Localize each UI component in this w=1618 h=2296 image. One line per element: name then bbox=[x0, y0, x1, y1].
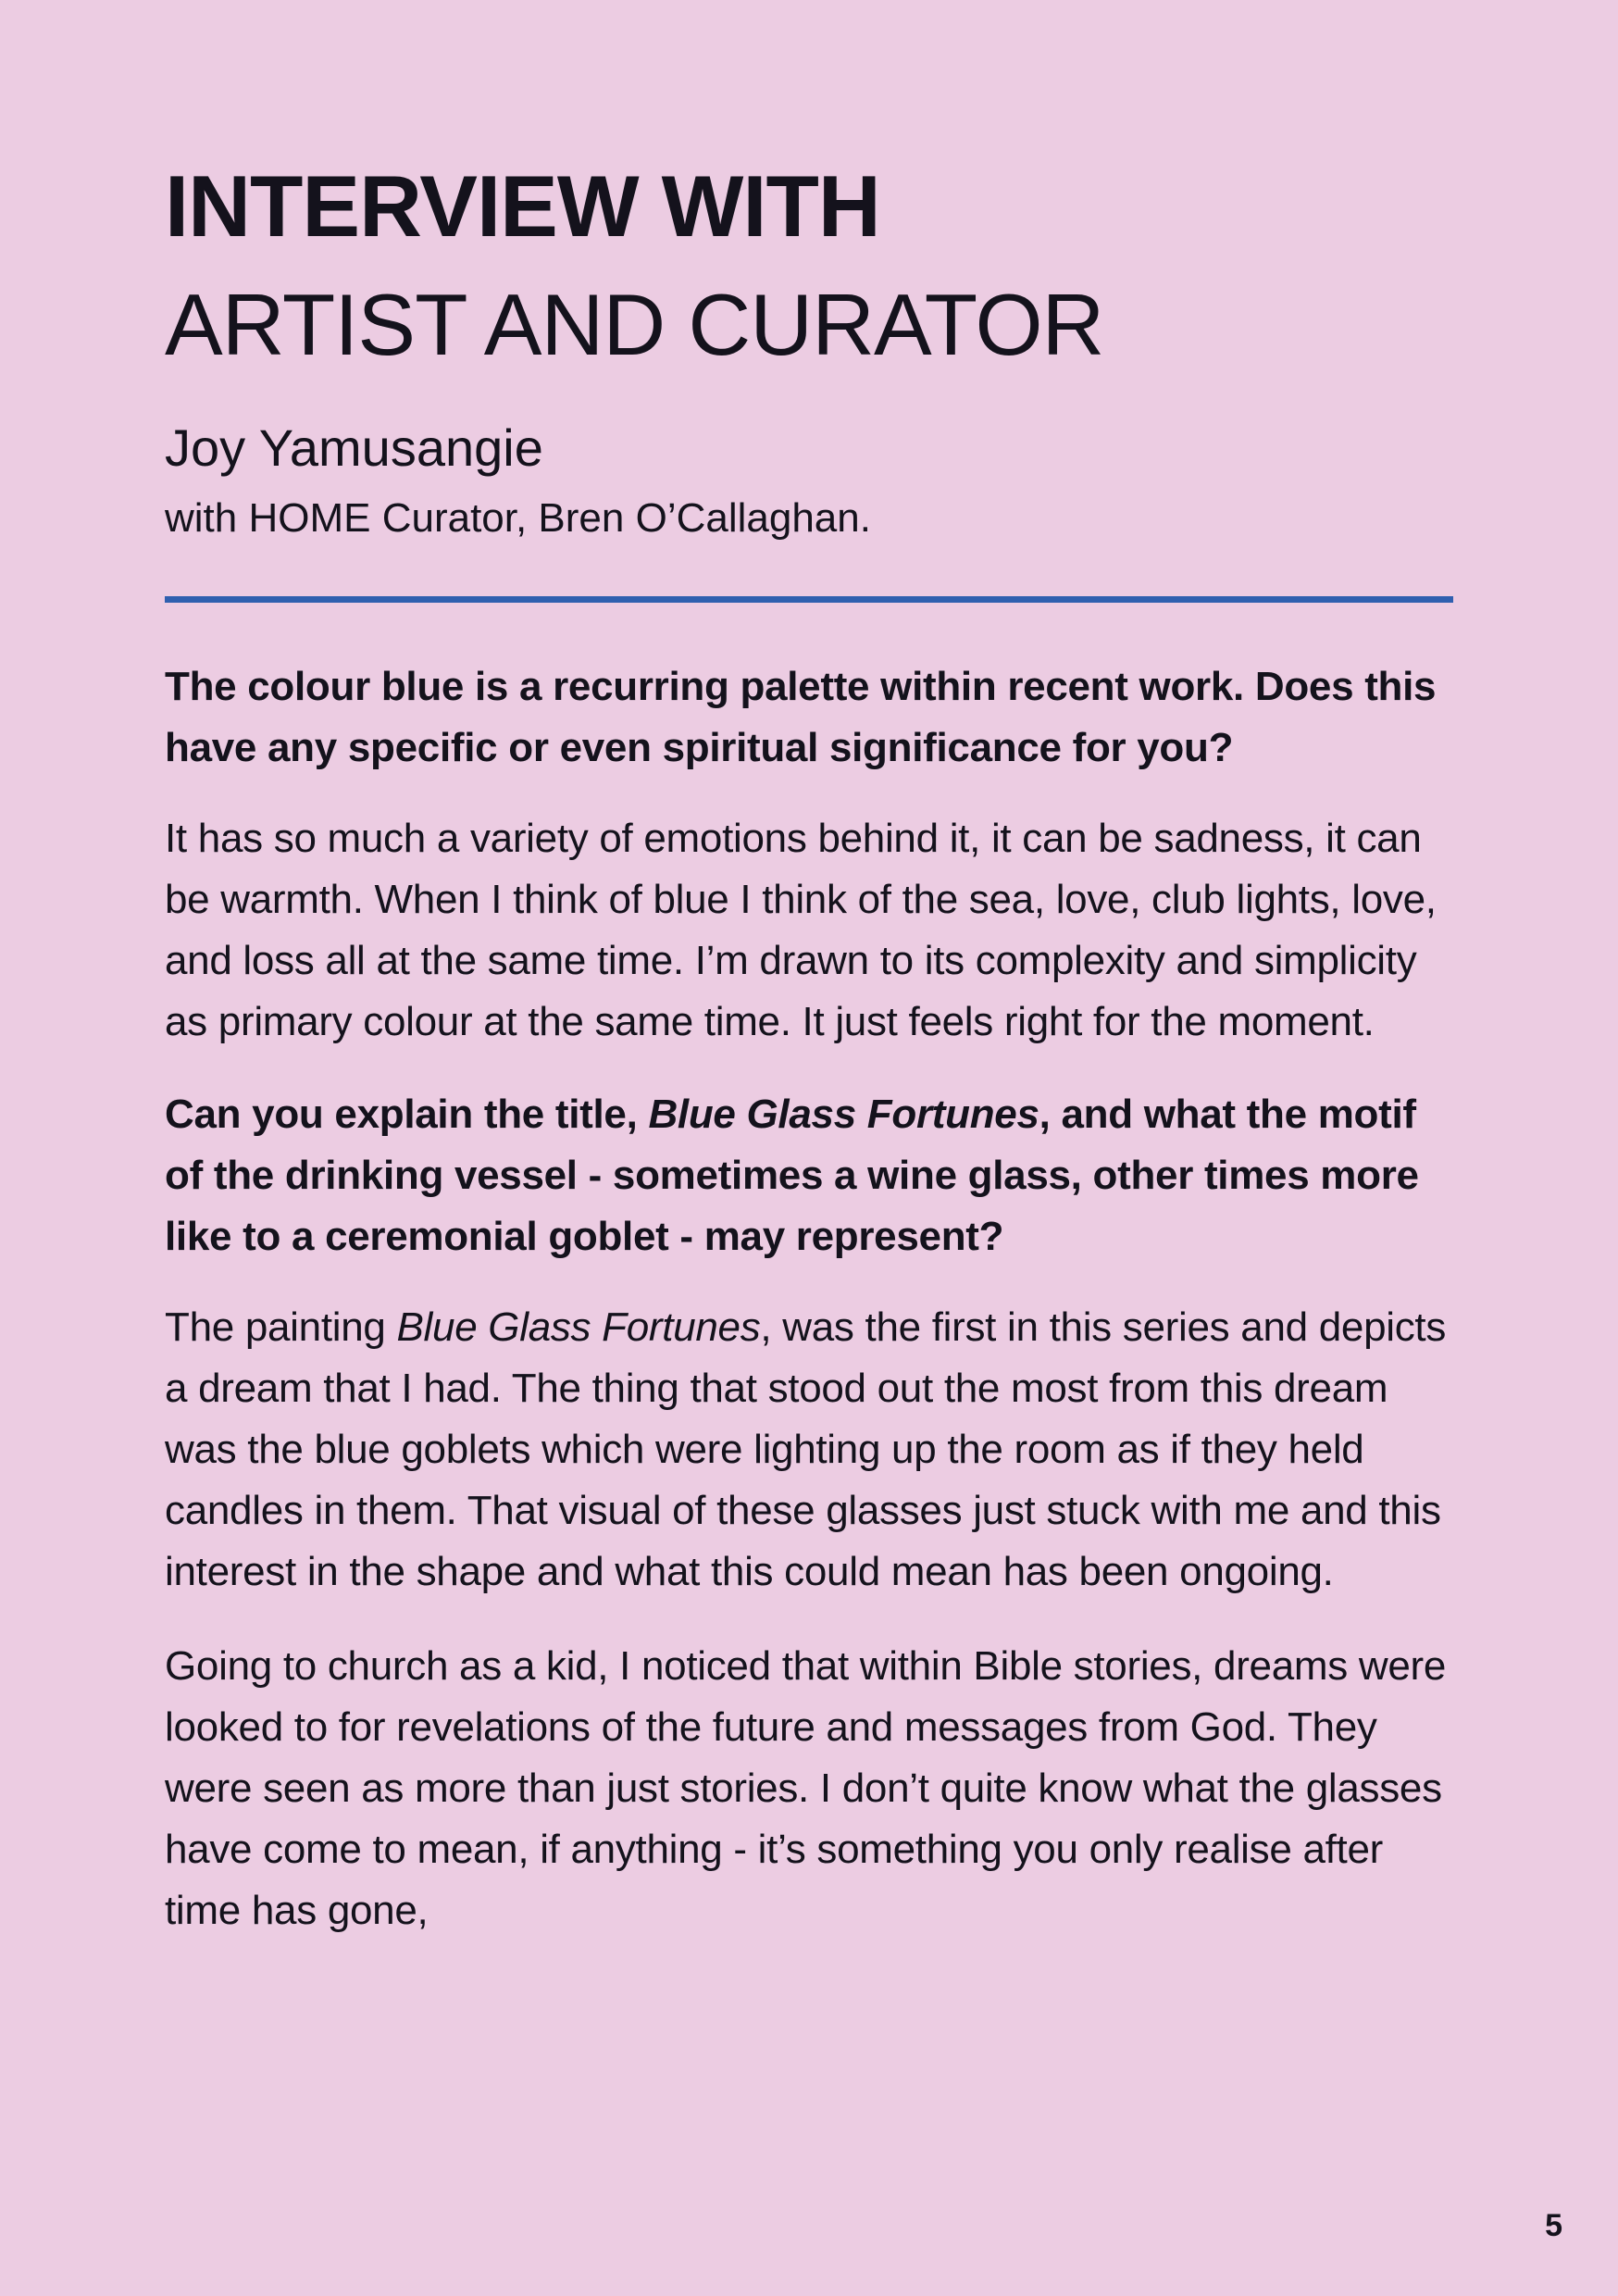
question-2-text-start: Can you explain the title, bbox=[165, 1092, 649, 1137]
question-2-artwork-title: Blue Glass Fortunes bbox=[648, 1092, 1039, 1137]
answer-3: Going to church as a kid, I noticed that within Bible stories, dreams were looked to for revelations of the future and messages from God. They were seen as more than just stories. I don’t quite know what the glasses have come to mean, if anything - it’s something you only realise after time has gone, bbox=[165, 1643, 1447, 1933]
question-2 bbox=[165, 1084, 1453, 1267]
title-line-2: ARTIST AND CURATOR bbox=[165, 276, 1104, 373]
page-number: 5 bbox=[1545, 2208, 1562, 2243]
answer-2-text-end: , was the first in this series and depicts a dream that I had. The thing that stood out the most from this dream was the blue goblets which were lighting up the room as if they held candles in them. That visual of these glasses just stuck with me and this interest in the shape and what this could mean has been ongoing. bbox=[165, 1304, 1447, 1594]
curator-byline: with HOME Curator, Bren O’Callaghan. bbox=[165, 495, 871, 541]
page-content bbox=[165, 148, 1453, 1941]
title-line-1: INTERVIEW WITH bbox=[165, 157, 880, 255]
answer-2-artwork-title: Blue Glass Fortunes bbox=[396, 1304, 761, 1350]
answer-2 bbox=[165, 1297, 1453, 1603]
answer-1: It has so much a variety of emotions behind it, it can be sadness, it can be warmth. When I think of blue I think of the sea, love, club lights, love, and loss all at the same time. I’m drawn to its complexity and simplicity as primary colour at the same time. It just feels right for the moment. bbox=[165, 816, 1437, 1044]
artist-name: Joy Yamusangie bbox=[165, 418, 543, 477]
question-1: The colour blue is a recurring palette within recent work. Does this have any specific or even spiritual significance for you? bbox=[165, 664, 1437, 770]
answer-2-text-start: The painting bbox=[165, 1304, 397, 1350]
question-2-text-end: , and what the motif of the drinking vessel - sometimes a wine glass, other times more like to a ceremonial goblet - may represent? bbox=[165, 1092, 1419, 1259]
divider bbox=[165, 596, 1453, 603]
